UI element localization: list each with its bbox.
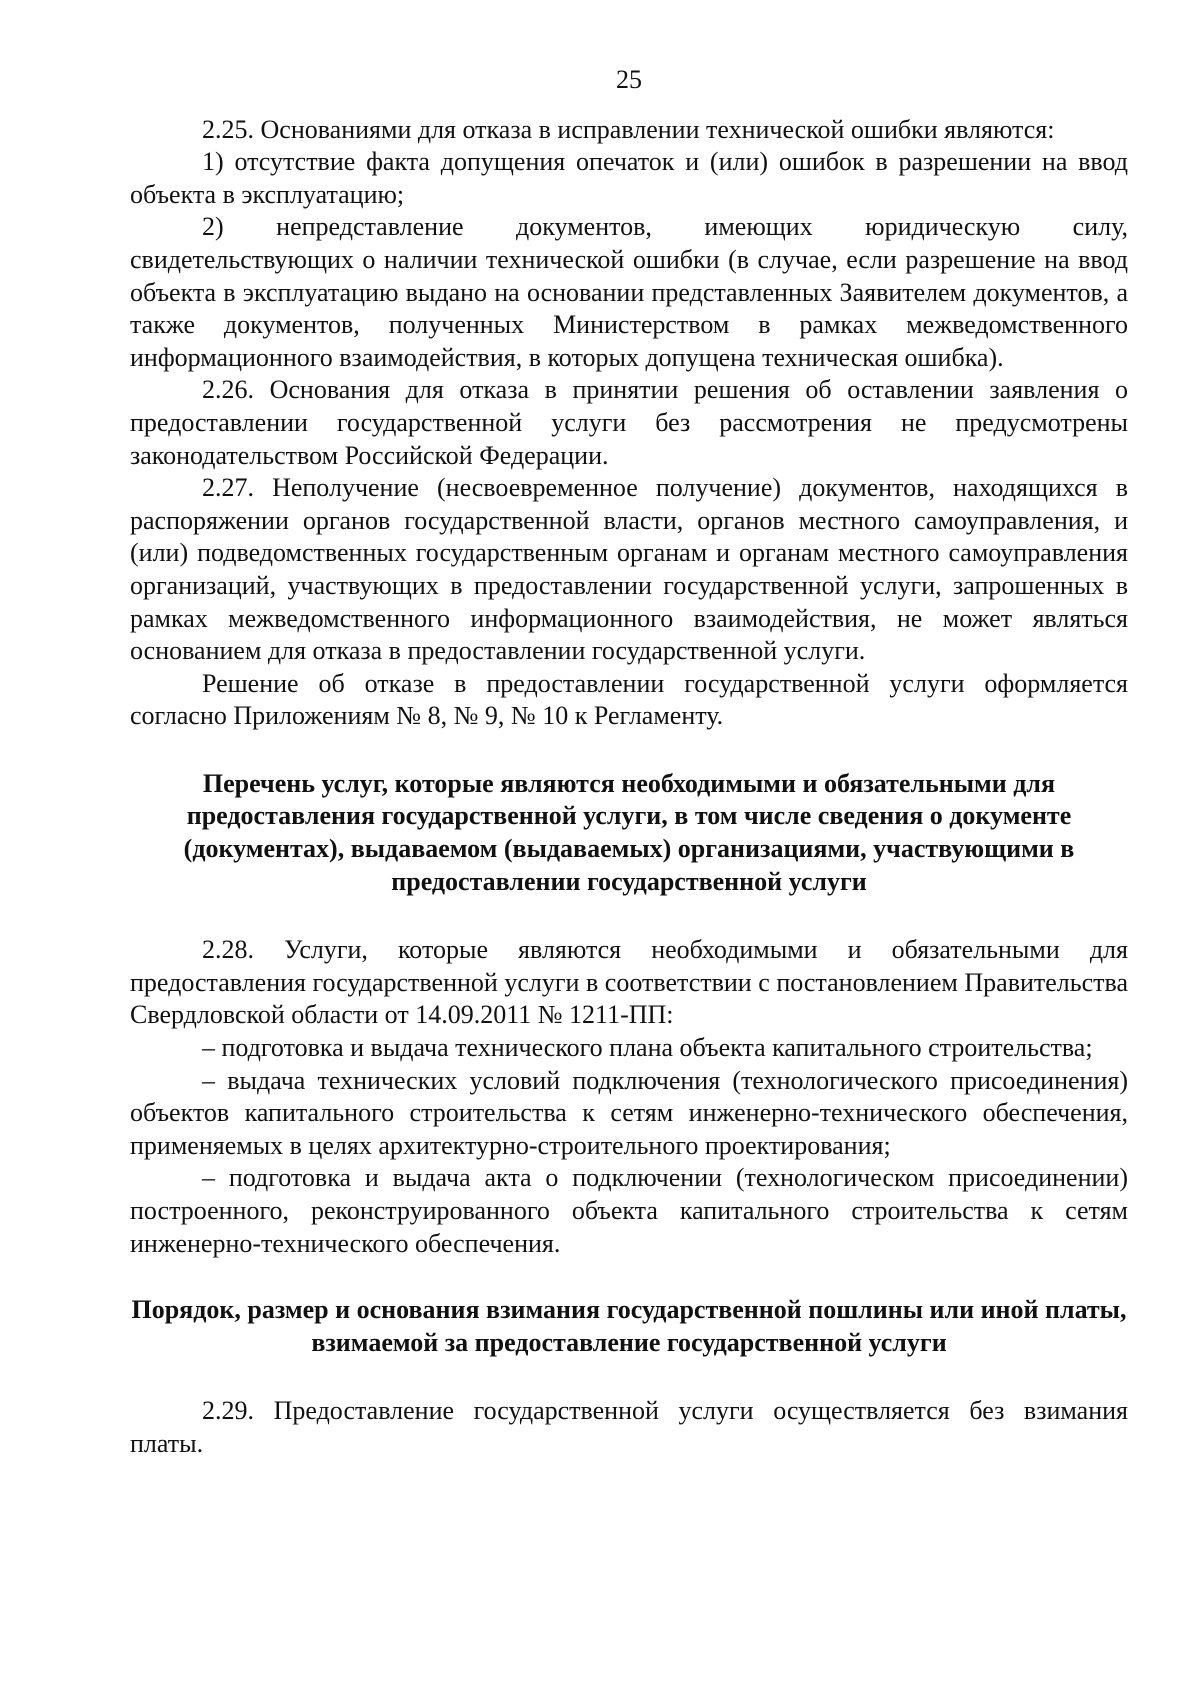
section-heading-services: Перечень услуг, которые являются необходимыми и обязательными для предоставления государственной услуги, в том числе сведения о документе (документах), выдаваемом (выдаваемых) организациями, участвующими в предоставлении государственной услуги	[183, 768, 1075, 896]
list-item-1: 1) отсутствие факта допущения опечаток и (или) ошибок в разрешении на ввод объекта в эксплуатацию;	[130, 147, 1128, 209]
paragraph-2-28: 2.28. Услуги, которые являются необходимыми и обязательными для предоставления государственной услуги в соответствии с постановлением Правительства Свердловской области от 14.09.2011 № 1211-ПП:	[130, 935, 1128, 1030]
paragraph-decision: Решение об отказе в предоставлении государственной услуги оформляется согласно Приложениям № 8, № 9, № 10 к Регламенту.	[130, 668, 1128, 731]
paragraph-2-26: 2.26. Основания для отказа в принятии решения об оставлении заявления о предоставлении государственной услуги без рассмотрения не предусмотрены законодательством Российской Федерации.	[130, 375, 1128, 470]
section-heading-fee: Порядок, размер и основания взимания государственной пошлины или иной платы, взимаемой за предоставление государственной услуги	[131, 1295, 1127, 1357]
dash-item-2: – выдача технических условий подключения (технологического присоединения) объектов капитального строительства к сетям инженерно-технического обеспечения, применяемых в целях архитектурно-строительного проектирования;	[130, 1065, 1128, 1160]
paragraph-2-25: 2.25. Основаниями для отказа в исправлении технической ошибки являются:	[202, 114, 1055, 144]
list-item-2: 2) непредставление документов, имеющих юридическую силу, свидетельствующих о наличии технической ошибки (в случае, если разрешение на ввод объекта в эксплуатацию выдано на основании представленных Заявителем документов, а также документов, полученных Министерством в рамках межведомственного информационного взаимодействия, в которых допущена техническая ошибка).	[130, 212, 1128, 372]
page-number: 25	[616, 65, 642, 94]
dash-item-3: – подготовка и выдача акта о подключении (технологическом присоединении) построенного, реконструированного объекта капитального строительства к сетям инженерно-технического обеспечения.	[130, 1163, 1128, 1258]
dash-item-1: – подготовка и выдача технического плана объекта капитального строительства;	[202, 1033, 1093, 1063]
paragraph-2-29: 2.29. Предоставление государственной услуги осуществляется без взимания платы.	[130, 1396, 1128, 1458]
paragraph-2-27: 2.27. Неполучение (несвоевременное получение) документов, находящихся в распоряжении органов государственной власти, органов местного самоуправления, и (или) подведомственных государственным органам и органам местного самоуправления организаций, участвующих в предоставлении государственной услуги, запрошенных в рамках межведомственного информационного взаимодействия, не может являться основанием для отказа в предоставлении государственной услуги.	[130, 473, 1128, 666]
